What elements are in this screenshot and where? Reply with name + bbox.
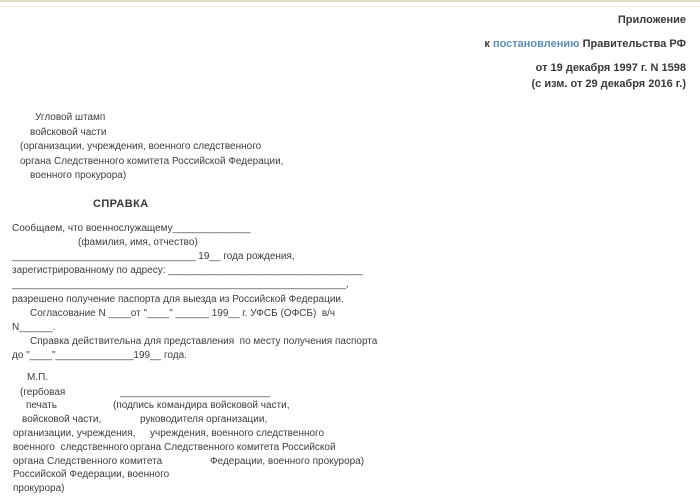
stamp-line: войсковой части (30, 126, 107, 138)
stamp-line: военного прокурора) (30, 170, 127, 181)
signature-caption-line: Федерации, военного прокурора) (210, 455, 365, 467)
seal-caption-line: Российской Федерации, военного (13, 469, 170, 481)
top-border (0, 0, 700, 2)
form-line-passport-permission: разрешено получение паспорта для выезда из Российской Федерации. (12, 293, 344, 305)
document-title: СПРАВКА (93, 197, 149, 210)
form-body (0, 222, 700, 364)
appendix-label: Приложение (617, 14, 686, 26)
seal-caption-line: органа Следственного комитета (13, 455, 163, 467)
document-header (0, 13, 700, 91)
form-line-validity: Справка действительна для представления по месту получения паспорта (30, 336, 378, 348)
decree-link[interactable]: постановлению (492, 38, 580, 50)
decree-line (0, 37, 686, 51)
stamp-line: Угловой штамп (35, 112, 106, 123)
form-line-servicemember: Сообщаем, что военнослужащему______________ (12, 222, 251, 234)
decree-date: от 19 декабря 1997 г. N 1598 (535, 62, 686, 74)
stamp-line: органа Следственного комитета Российской Федерации, (20, 155, 284, 167)
form-line-validity-date: до "____"______________199__ года. (12, 350, 187, 362)
field-caption-name: (фамилия, имя, отчество) (78, 236, 198, 248)
seal-signature-block (0, 386, 700, 496)
signature-column (0, 386, 700, 469)
seal-caption-line: прокурора) (13, 483, 65, 495)
seal-caption-line: печать (26, 400, 57, 412)
seal-caption-line: организации, учреждения, (13, 427, 136, 439)
seal-place-label: М.П. (27, 371, 49, 383)
signature-caption-line: руководителя организации, (140, 414, 268, 426)
corner-stamp-block (0, 111, 700, 184)
seal-caption-line: военного следственного (13, 441, 129, 453)
form-line-birth-year: _________________________________ 19__ года рождения, (12, 250, 295, 262)
amendment-note: (с изм. от 29 декабря 2016 г.) (531, 78, 686, 90)
signature-caption-line: учреждения, военного следственного (150, 427, 325, 439)
form-line-approval: Согласование N ____от "____" ______ 199__ г. УФСБ (ОФСБ) в/ч (30, 307, 336, 319)
decree-prefix: к (484, 38, 490, 50)
form-line-address: зарегистрированному по адресу: ___________________________________ (12, 265, 363, 277)
form-line-address-continued: ____________________________________________________________, (12, 279, 349, 291)
stamp-line: (организации, учреждения, военного следственного (20, 141, 262, 152)
form-line-approval-number: N______. (12, 321, 56, 333)
seal-caption-line: (гербовая (20, 386, 66, 398)
signature-line: ___________________________ (120, 386, 271, 398)
top-border-secondary (0, 6, 700, 7)
decree-suffix: Правительства РФ (582, 38, 686, 50)
signature-caption-line: (подпись командира войсковой части, (113, 400, 290, 412)
seal-caption-line: войсковой части, (22, 414, 102, 426)
signature-caption-line: органа Следственного комитета Российской (130, 441, 336, 453)
